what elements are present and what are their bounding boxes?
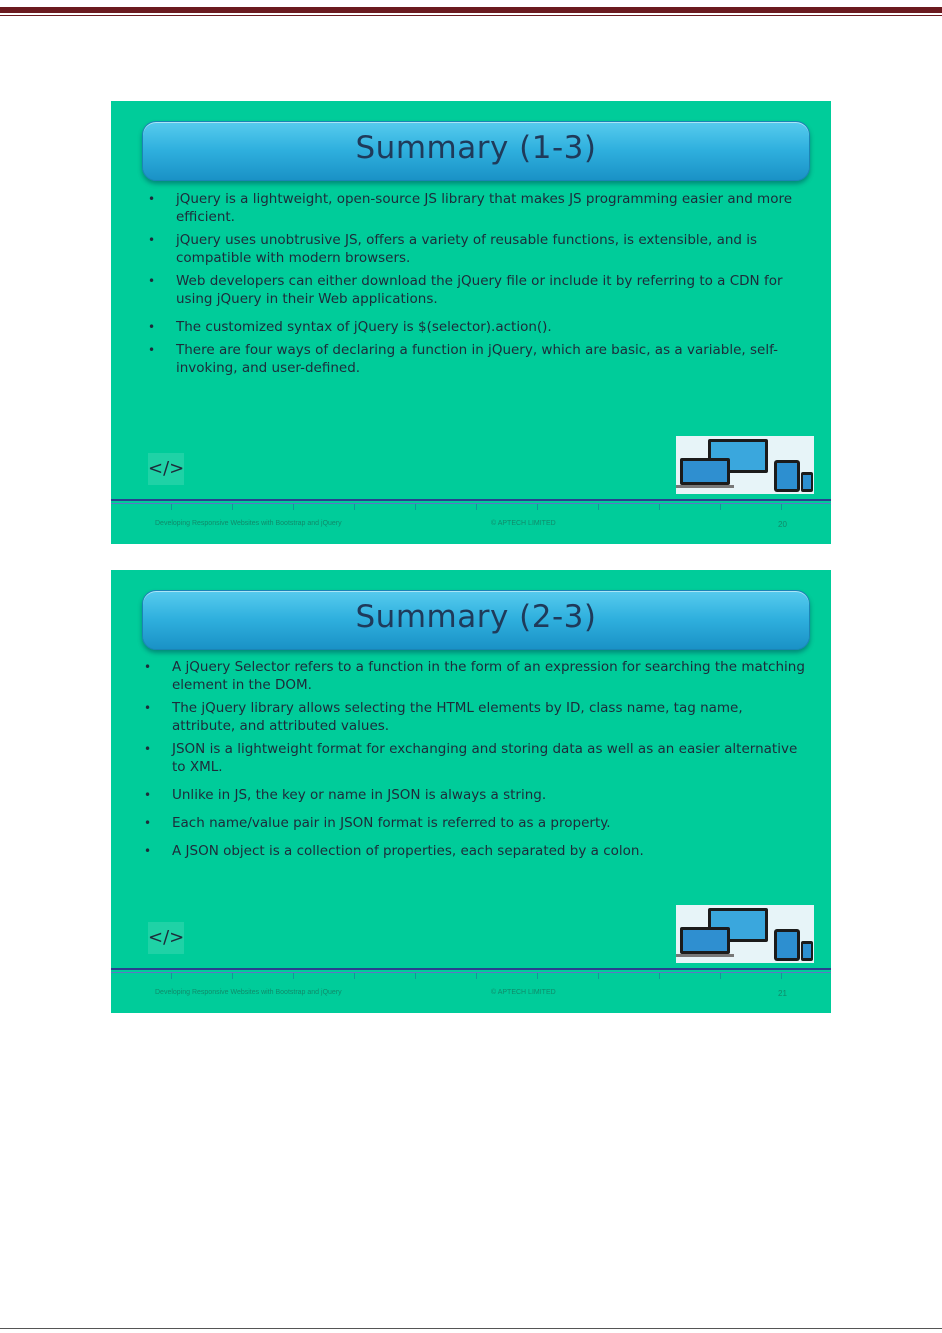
bullet-item bbox=[142, 272, 812, 308]
slide-title-bar bbox=[142, 121, 810, 181]
bullet-text: There are four ways of declaring a function in jQuery, which are basic, as a variable, self-invoking, and user-defined. bbox=[176, 342, 778, 376]
footer-copyright: © APTECH LIMITED bbox=[491, 989, 556, 996]
bullet-dot: • bbox=[144, 844, 152, 858]
bullet-item bbox=[138, 740, 808, 776]
phone-icon bbox=[801, 472, 813, 492]
footer-page-rule bbox=[0, 1328, 942, 1329]
slide-page-number: 21 bbox=[778, 989, 787, 998]
footer-course-title: Developing Responsive Websites with Bootstrap and jQuery bbox=[155, 520, 342, 527]
footer-decoration bbox=[111, 504, 831, 510]
bullet-item bbox=[138, 658, 808, 694]
bullet-text: JSON is a lightweight format for exchanging and storing data as well as an easier alternative to XML. bbox=[172, 741, 798, 775]
bullet-text: jQuery uses unobtrusive JS, offers a variety of reusable functions, is extensible, and is compatible with modern browsers. bbox=[176, 232, 758, 266]
footer-rule bbox=[111, 968, 831, 970]
tablet-icon bbox=[774, 460, 800, 492]
footer-course-title: Developing Responsive Websites with Bootstrap and jQuery bbox=[155, 989, 342, 996]
bullet-text: Unlike in JS, the key or name in JSON is always a string. bbox=[172, 787, 547, 803]
laptop-icon bbox=[680, 458, 730, 485]
bullet-text: A jQuery Selector refers to a function in the form of an expression for searching the matching element in the DOM. bbox=[172, 659, 805, 693]
bullet-text: The customized syntax of jQuery is $(selector).action(). bbox=[176, 319, 552, 335]
slide-title-bar bbox=[142, 590, 810, 650]
footer-decoration bbox=[111, 973, 831, 979]
bullet-item bbox=[142, 231, 812, 267]
bullet-item bbox=[138, 786, 808, 804]
laptop-icon bbox=[680, 927, 730, 954]
tablet-icon bbox=[774, 929, 800, 961]
bullet-list bbox=[138, 658, 808, 865]
responsive-devices-image bbox=[676, 436, 814, 494]
bullet-item bbox=[138, 842, 808, 860]
slide-page-number: 20 bbox=[778, 520, 787, 529]
bullet-item bbox=[142, 318, 812, 336]
bullet-item bbox=[138, 699, 808, 735]
bullet-dot: • bbox=[148, 233, 156, 247]
slide-title: Summary (2-3) bbox=[355, 599, 597, 635]
bullet-item bbox=[142, 190, 812, 226]
slide-summary-1 bbox=[111, 101, 831, 544]
bullet-dot: • bbox=[144, 660, 152, 674]
laptop-base bbox=[676, 954, 734, 957]
bullet-text: A JSON object is a collection of properties, each separated by a colon. bbox=[172, 843, 644, 859]
bullet-dot: • bbox=[148, 343, 156, 357]
bullet-list bbox=[142, 190, 812, 382]
code-pen-icon: </> bbox=[148, 922, 184, 954]
bullet-item bbox=[142, 341, 812, 377]
bullet-text: Web developers can either download the jQuery file or include it by referring to a CDN for using jQuery in their Web applications. bbox=[176, 273, 783, 307]
footer-copyright: © APTECH LIMITED bbox=[491, 520, 556, 527]
bullet-text: The jQuery library allows selecting the HTML elements by ID, class name, tag name, attribute, and attributed values. bbox=[172, 700, 743, 734]
header-rule-thin bbox=[0, 15, 942, 16]
bullet-dot: • bbox=[148, 320, 156, 334]
slide-title: Summary (1-3) bbox=[355, 130, 597, 166]
code-pen-icon: </> bbox=[148, 453, 184, 485]
bullet-dot: • bbox=[148, 274, 156, 288]
phone-icon bbox=[801, 941, 813, 961]
bullet-item bbox=[138, 814, 808, 832]
laptop-base bbox=[676, 485, 734, 488]
bullet-dot: • bbox=[144, 742, 152, 756]
footer-rule bbox=[111, 499, 831, 501]
bullet-dot: • bbox=[148, 192, 156, 206]
bullet-text: Each name/value pair in JSON format is referred to as a property. bbox=[172, 815, 611, 831]
header-rule bbox=[0, 7, 942, 13]
bullet-text: jQuery is a lightweight, open-source JS library that makes JS programming easier and more efficient. bbox=[176, 191, 793, 225]
bullet-dot: • bbox=[144, 701, 152, 715]
responsive-devices-image bbox=[676, 905, 814, 963]
bullet-dot: • bbox=[144, 788, 152, 802]
slide-summary-2 bbox=[111, 570, 831, 1013]
bullet-dot: • bbox=[144, 816, 152, 830]
